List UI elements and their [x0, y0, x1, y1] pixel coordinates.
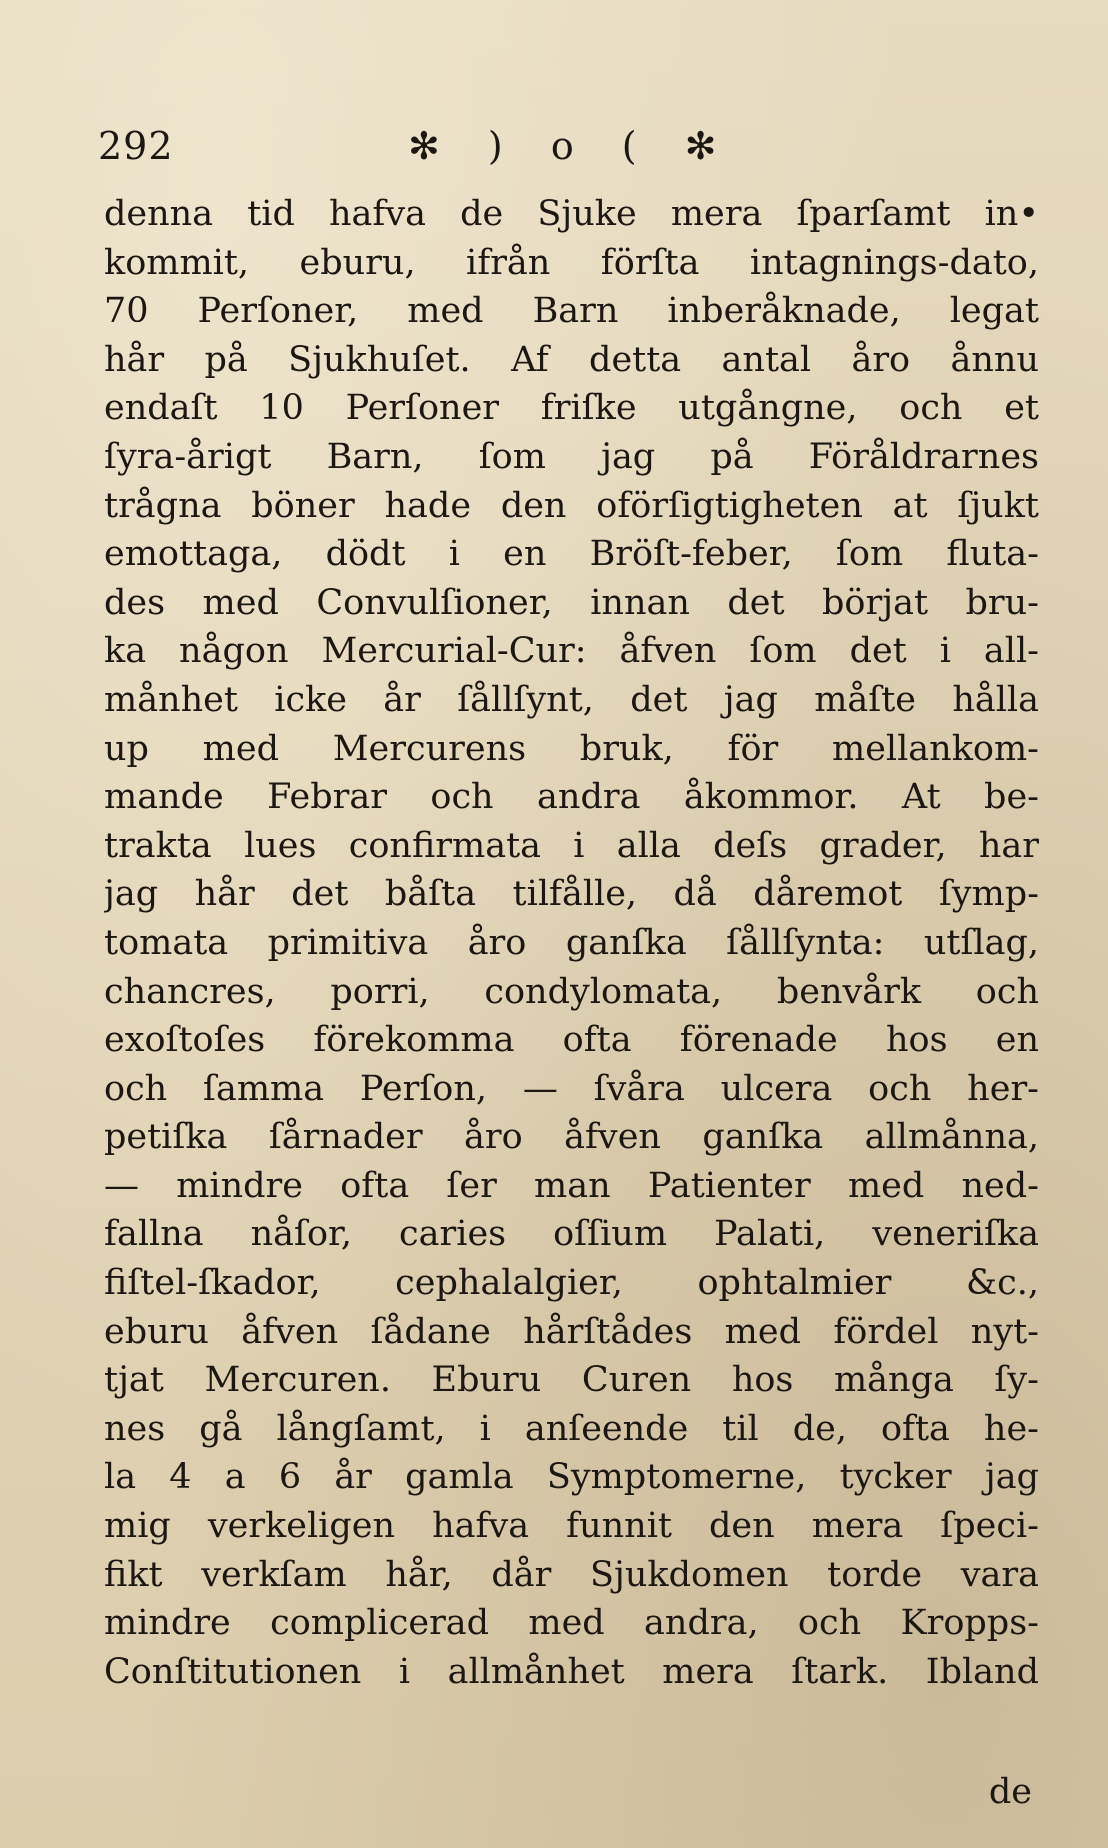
- text-line: mindre complicerad med andra, och Kropps-: [104, 1603, 1039, 1644]
- text-line: ka någon Mercurial-Cur: åfven ſom det i all-: [104, 631, 1039, 672]
- text-line: nes gå långſamt, i anſeende til de, ofta he-: [104, 1408, 1039, 1449]
- page-header: [98, 118, 1018, 178]
- text-line: eburu åfven ſådane hårſtådes med fördel nyt-: [104, 1311, 1039, 1352]
- text-line: endaſt 10 Perſoner friſke utgångne, och et: [104, 388, 1039, 429]
- text-line: och ſamma Perſon, — ſvåra ulcera och her-: [104, 1068, 1039, 1109]
- text-line: ſyra-årigt Barn, ſom jag på Föråldrarnes: [104, 436, 1039, 477]
- text-line: petiſka ſårnader åro åfven ganſka allmånna,: [104, 1117, 1039, 1158]
- text-line: månhet icke år ſållſynt, det jag måſte hålla: [104, 679, 1039, 720]
- text-line: chancres, porri, condylomata, benvårk och: [104, 971, 1039, 1012]
- text-line: emottaga, dödt i en Bröſt-feber, ſom fluta-: [104, 534, 1039, 575]
- header-ornament: ✻ ) o ( ✻: [408, 124, 735, 168]
- text-line: mig verkeligen hafva funnit den mera ſpeci-: [104, 1506, 1039, 1547]
- page-number: 292: [98, 124, 174, 168]
- text-line: exoſtoſes förekomma ofta förenade hos en: [104, 1020, 1039, 1061]
- text-line: fiſtel-ſkador, cephalalgier, ophtalmier &c.,: [104, 1263, 1039, 1304]
- text-line: 70 Perſoner, med Barn inberåknade, legat: [104, 291, 1039, 332]
- text-line: kommit, eburu, ifrån förſta intagnings-dato,: [104, 242, 1039, 283]
- text-line: denna tid hafva de Sjuke mera ſparſamt in•: [104, 194, 1039, 234]
- text-line: la 4 a 6 år gamla Symptomerne, tycker jag: [104, 1457, 1039, 1498]
- body-text: [104, 190, 1039, 1696]
- text-line: tomata primitiva åro ganſka ſållſynta: utſlag,: [104, 922, 1039, 963]
- text-line: trakta lues confirmata i alla deſs grader, har: [104, 825, 1039, 866]
- text-line: fallna nåſor, caries oſſium Palati, veneriſka: [104, 1214, 1039, 1255]
- text-line: jag hår det båſta tilfålle, då dåremot ſymp-: [104, 874, 1039, 915]
- text-line: trågna böner hade den oförſigtigheten at ſjukt: [104, 485, 1039, 526]
- text-line: fikt verkſam hår, dår Sjukdomen torde vara: [104, 1554, 1039, 1595]
- text-line: tjat Mercuren. Eburu Curen hos många ſy-: [104, 1360, 1039, 1401]
- text-line: des med Convulſioner, innan det börjat bru-: [104, 582, 1039, 623]
- catchword: de: [988, 1772, 1032, 1812]
- text-line: mande Febrar och andra åkommor. At be-: [104, 777, 1039, 818]
- text-line: — mindre ofta ſer man Patienter med ned-: [104, 1165, 1039, 1206]
- text-line: up med Mercurens bruk, för mellankom-: [104, 728, 1039, 769]
- text-line: Conſtitutionen i allmånhet mera ſtark. Ibland: [104, 1651, 1039, 1692]
- text-line: hår på Sjukhuſet. Af detta antal åro ånnu: [104, 339, 1039, 380]
